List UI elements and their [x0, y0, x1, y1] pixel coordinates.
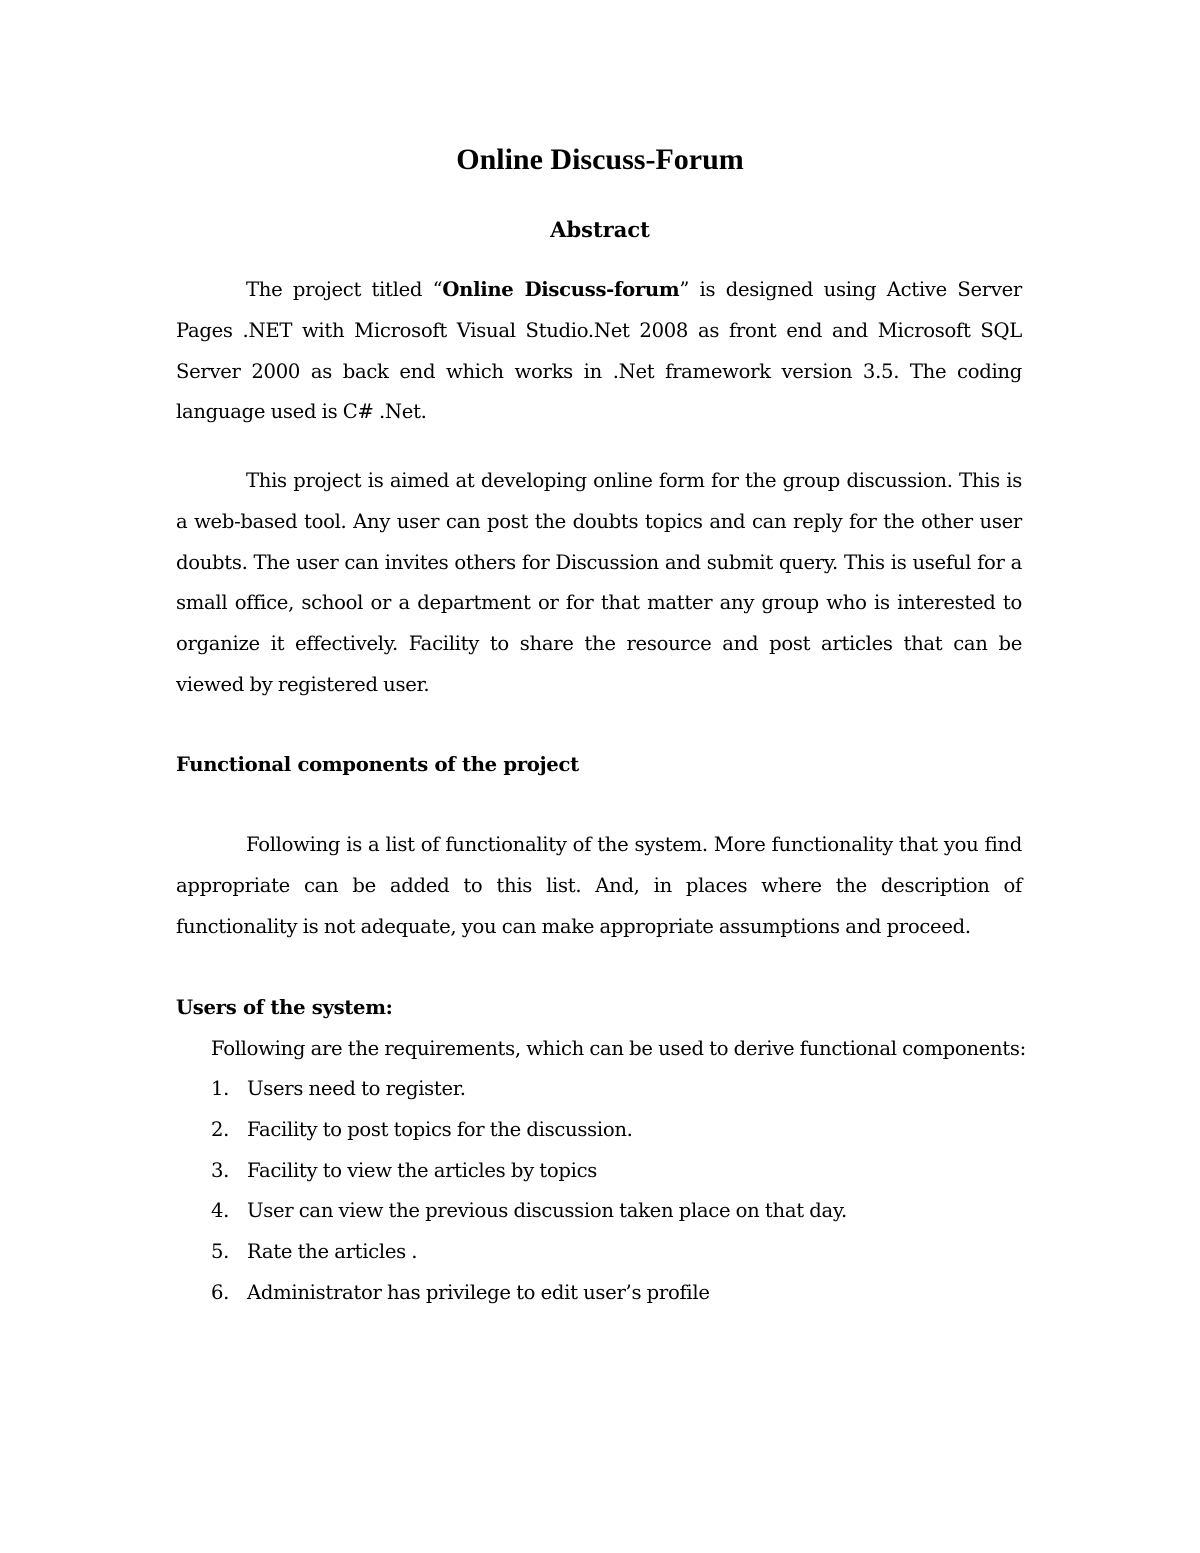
list-item [211, 1069, 847, 1110]
paragraph-1-lead: The project titled “ [246, 278, 443, 301]
abstract-heading: Abstract [550, 217, 650, 242]
list-item-text: Facility to post topics for the discussion. [247, 1117, 633, 1141]
users-heading: Users of the system: [176, 996, 393, 1019]
requirements-intro: Following are the requirements, which can be used to derive functional components: [211, 1037, 1026, 1060]
list-item-number: 1. [211, 1077, 230, 1100]
abstract-paragraph-1 [176, 270, 1022, 433]
list-item [211, 1191, 847, 1232]
list-item [211, 1273, 847, 1314]
paragraph-1-rest: ” is designed using Active Server Pages .NET with Microsoft Visual Studio.Net 2008 as front end and Microsoft SQL Server 2000 as back end which works in .Net framework version 3.5. The coding language used is C# .Net. [176, 278, 1022, 424]
list-item-text: Facility to view the articles by topics [247, 1158, 597, 1182]
list-item-text: User can view the previous discussion taken place on that day. [247, 1199, 847, 1223]
document-title: Online Discuss-Forum [456, 143, 744, 176]
list-item [211, 1151, 847, 1192]
functionality-paragraph: Following is a list of functionality of the system. More functionality that you find appropriate can be added to this list. And, in places where the description of functionality is not adequate, you can make appropriate assumptions and proceed. [176, 833, 1022, 938]
list-item-text: Rate the articles . [247, 1240, 418, 1264]
list-item-number: 3. [211, 1158, 230, 1182]
project-name-bold: Online Discuss-forum [442, 278, 680, 301]
list-item-number: 5. [211, 1240, 230, 1264]
list-item-number: 4. [211, 1199, 230, 1223]
requirements-list [211, 1069, 847, 1314]
list-item [211, 1110, 847, 1151]
list-item [211, 1232, 847, 1273]
functional-components-heading: Functional components of the project [176, 753, 579, 776]
list-item-text: Users need to register. [247, 1077, 466, 1100]
list-item-number: 2. [211, 1117, 230, 1141]
list-item-number: 6. [211, 1280, 230, 1304]
list-item-text: Administrator has privilege to edit user’s profile [247, 1280, 710, 1304]
abstract-paragraph-2: This project is aimed at developing online form for the group discussion. This is a web-based tool. Any user can post the doubts topics and can reply for the other user doubts. The user can invites others for Discussion and submit query. This is useful for a small office, school or a department or for that matter any group who is interested to organize it effectively. Facility to share the resource and post articles that can be viewed by registered user. [176, 469, 1022, 696]
